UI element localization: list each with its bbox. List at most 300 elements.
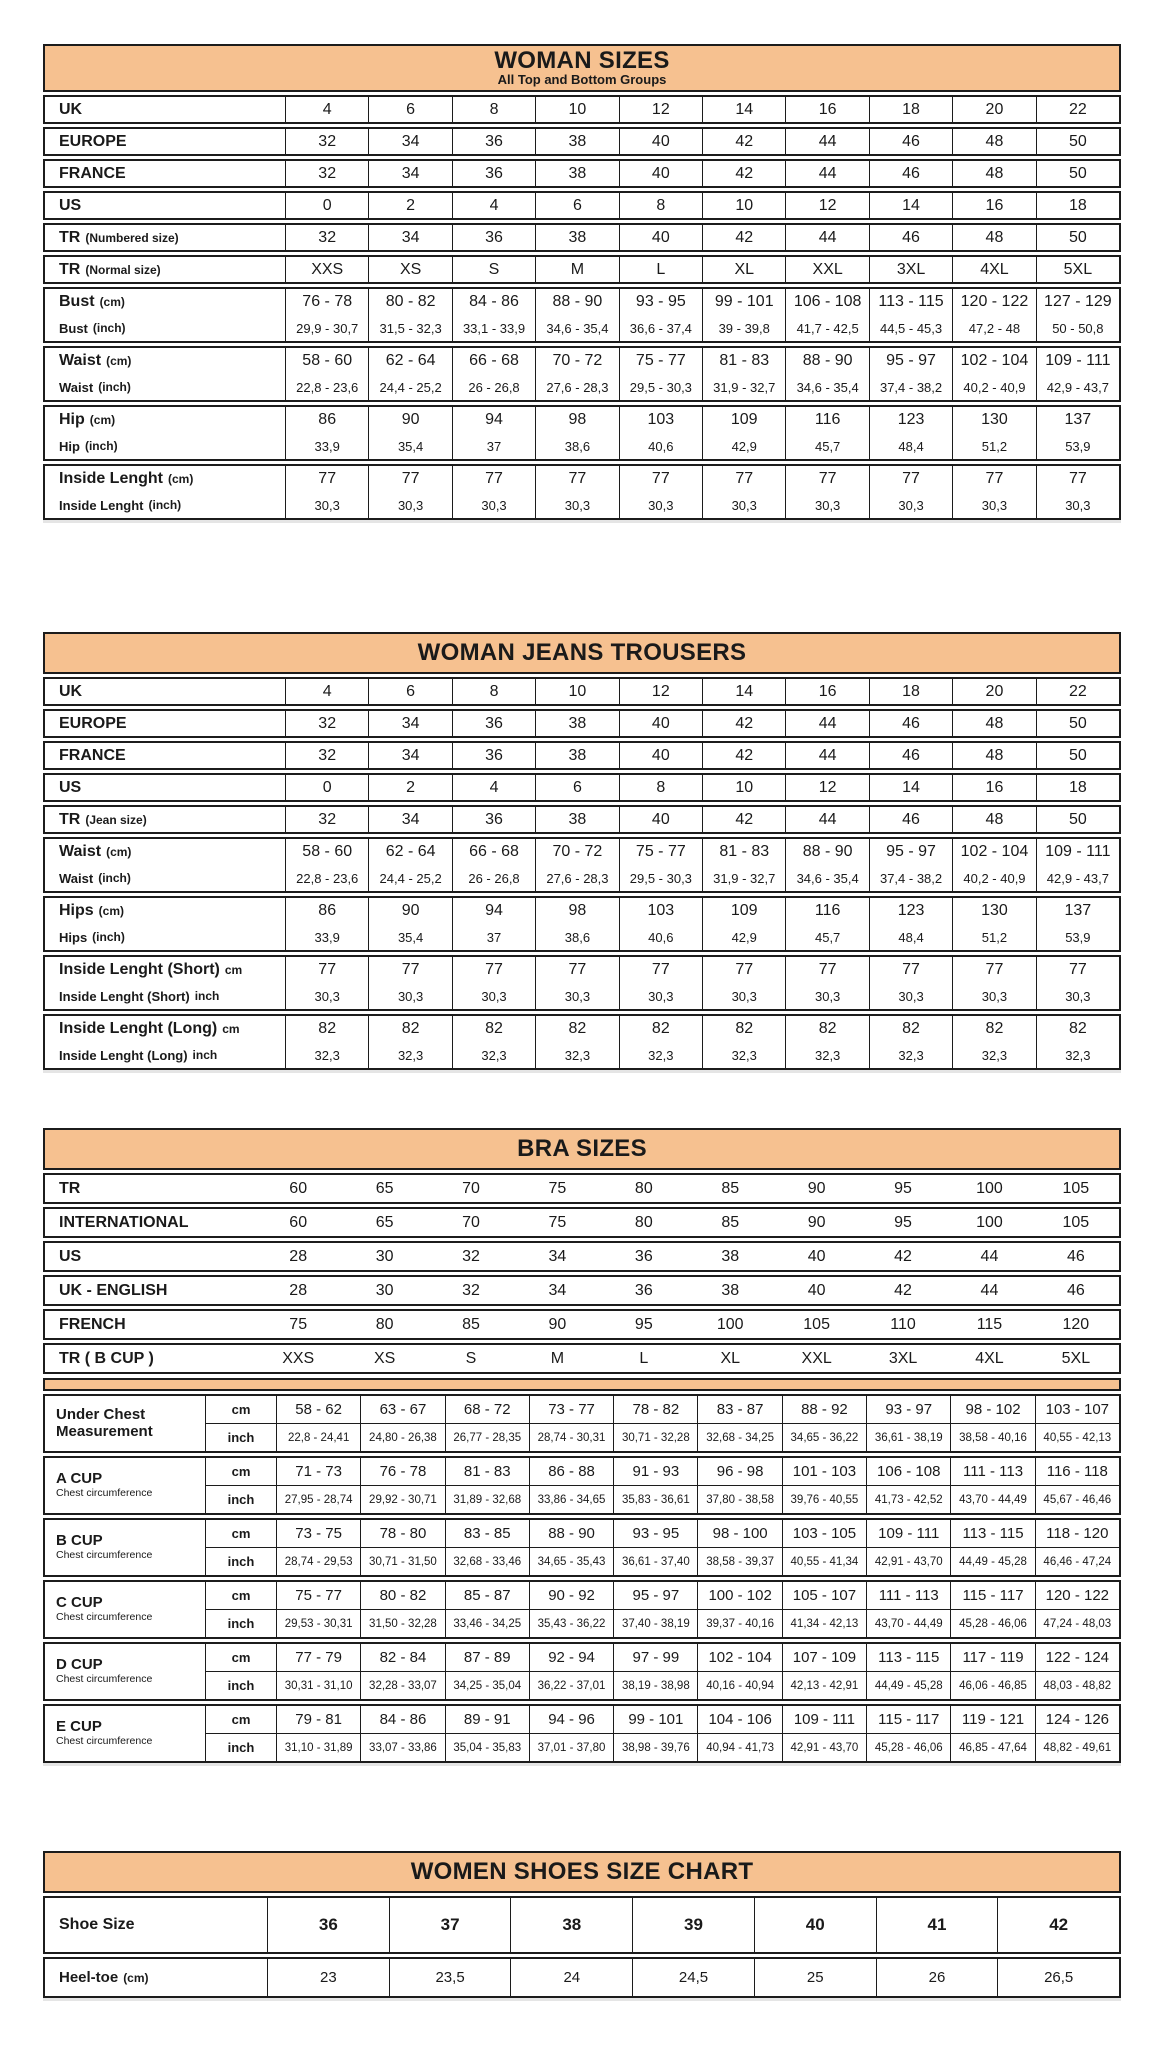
unit-label: cm — [231, 1650, 251, 1665]
row-label — [45, 374, 285, 400]
cell-value: 30,3 — [869, 492, 952, 518]
cell-value: 77 — [702, 957, 785, 983]
cell-value: 44 — [980, 1281, 999, 1299]
cell-value: 77 - 79 — [276, 1644, 360, 1671]
row-label — [45, 407, 285, 433]
cell-value: 122 - 124 — [1035, 1644, 1119, 1671]
row-label — [45, 711, 285, 736]
cell-value: 104 - 106 — [697, 1706, 781, 1733]
cell-value: 85 — [721, 1213, 740, 1231]
table-woman-sizes — [43, 44, 1121, 520]
cell-value: 38 — [535, 161, 618, 186]
cell-value: 32,68 - 34,25 — [697, 1424, 781, 1451]
cell-value: 30,31 - 31,10 — [276, 1672, 360, 1699]
table-bra-sizes — [43, 1128, 1121, 1763]
cup-group — [43, 1642, 1121, 1701]
cell-value: 33,46 - 34,25 — [445, 1610, 529, 1637]
table-row — [43, 1241, 1121, 1272]
cell-value: 42 — [702, 807, 785, 832]
cell-value: 102 - 104 — [952, 348, 1035, 374]
cell-value: 3XL — [869, 257, 952, 282]
row-label — [45, 1243, 255, 1270]
cell-value: 32,3 — [1036, 1042, 1119, 1068]
cell-value: 40,55 - 41,34 — [782, 1548, 866, 1575]
table-row — [43, 127, 1121, 156]
cell-value: 82 — [785, 1016, 868, 1042]
cell-value: 48 — [952, 161, 1035, 186]
cell-value: 44 — [785, 129, 868, 154]
cell-value: 8 — [452, 679, 535, 704]
table-title: WOMAN SIZES — [494, 47, 670, 75]
cell-value: 30,3 — [285, 492, 368, 518]
cup-line — [206, 1520, 1119, 1547]
cell-value: 105 - 107 — [782, 1582, 866, 1609]
cup-group — [43, 1580, 1121, 1639]
cell-value: 107 - 109 — [782, 1644, 866, 1671]
cell-value: 75 — [548, 1213, 567, 1231]
cell-value: 35,83 - 36,61 — [613, 1486, 697, 1513]
cell-value: 30,71 - 31,50 — [360, 1548, 444, 1575]
row-label — [45, 983, 285, 1009]
cell-value: 94 — [452, 898, 535, 924]
cell-value: 42,91 - 43,70 — [782, 1734, 866, 1761]
cell-value: 86 — [285, 407, 368, 433]
cell-value: 40,2 - 40,9 — [952, 865, 1035, 891]
cell-value: 18 — [869, 679, 952, 704]
row-label-text: UK - ENGLISH — [59, 1281, 168, 1299]
cup-group — [43, 1704, 1121, 1763]
cell-value: 18 — [869, 97, 952, 122]
divider-bar — [43, 1378, 1121, 1391]
cell-value: 46 — [1066, 1281, 1085, 1299]
table-row-pair — [43, 287, 1121, 343]
cell-value: 75 - 77 — [619, 839, 702, 865]
cell-value: 33,07 - 33,86 — [360, 1734, 444, 1761]
unit-label: inch — [227, 1492, 255, 1507]
cell-value: 44 — [785, 711, 868, 736]
cell-value: 34 — [368, 129, 451, 154]
cell-value: 40 — [754, 1898, 876, 1952]
cell-value: 87 - 89 — [445, 1644, 529, 1671]
cell-value: 4 — [452, 775, 535, 800]
cell-value: 123 — [869, 407, 952, 433]
cell-value: 12 — [785, 775, 868, 800]
cell-value: 70 — [462, 1179, 480, 1197]
cell-value: 82 — [535, 1016, 618, 1042]
cell-value: S — [452, 257, 535, 282]
table-row — [43, 255, 1121, 284]
table-row — [43, 159, 1121, 188]
cell-value: 82 - 84 — [360, 1644, 444, 1671]
cup-line — [206, 1485, 1119, 1513]
cell-value: 46 — [869, 129, 952, 154]
unit-label: inch — [227, 1554, 255, 1569]
table-row-pair — [43, 405, 1121, 461]
cell-value: 103 - 107 — [1035, 1396, 1119, 1423]
cell-value: 24,5 — [632, 1959, 754, 1996]
cell-value: L — [639, 1349, 649, 1367]
table-header — [43, 1851, 1121, 1893]
cell-value: 43,70 - 44,49 — [950, 1486, 1034, 1513]
cell-value: 36 — [634, 1281, 653, 1299]
cell-value: 46 — [869, 225, 952, 250]
cell-value: 46 — [869, 743, 952, 768]
cell-value: 103 — [619, 407, 702, 433]
cell-value: 20 — [952, 679, 1035, 704]
cell-value: 77 — [285, 957, 368, 983]
cell-value: 110 — [890, 1315, 916, 1333]
cell-value: 82 — [1036, 1016, 1119, 1042]
cell-value: 36,61 - 37,40 — [613, 1548, 697, 1575]
row-label-text: Shoe Size — [59, 1916, 135, 1933]
cell-value: 51,2 — [952, 433, 1035, 459]
row-label-text: EUROPE — [59, 132, 127, 150]
cell-value: 80 — [375, 1315, 394, 1333]
cell-value: 35,43 - 36,22 — [529, 1610, 613, 1637]
cell-value: 43,70 - 44,49 — [866, 1610, 950, 1637]
row-label-text: US — [59, 1247, 82, 1265]
cell-value: 32,3 — [452, 1042, 535, 1068]
cell-value: 4 — [285, 679, 368, 704]
cell-value: 42,9 — [702, 924, 785, 950]
cell-value: 46,46 - 47,24 — [1035, 1548, 1119, 1575]
cell-value: 26,77 - 28,35 — [445, 1424, 529, 1451]
cell-value: 81 - 83 — [702, 348, 785, 374]
cell-value: 36,6 - 37,4 — [619, 315, 702, 341]
cell-value: S — [465, 1349, 477, 1367]
pair-line — [45, 898, 1119, 924]
cell-value: 4XL — [952, 257, 1035, 282]
cell-value: 100 — [976, 1213, 1003, 1231]
row-label-text: INTERNATIONAL — [59, 1213, 189, 1231]
cup-body — [205, 1458, 1119, 1513]
cell-value: 77 — [452, 957, 535, 983]
cell-value: 90 — [368, 407, 451, 433]
cell-value: 137 — [1036, 407, 1119, 433]
cup-label — [45, 1582, 205, 1637]
cell-value: 40,6 — [619, 433, 702, 459]
cell-value: XXL — [801, 1349, 832, 1367]
cell-value: 44,49 - 45,28 — [950, 1548, 1034, 1575]
cell-value: 8 — [619, 775, 702, 800]
row-label-note: cm — [222, 1022, 240, 1036]
cell-value: 32,3 — [785, 1042, 868, 1068]
table-title: WOMEN SHOES SIZE CHART — [410, 1858, 754, 1886]
cell-value: 36 — [634, 1247, 653, 1265]
pair-line — [45, 374, 1119, 400]
cell-value: 42,9 — [702, 433, 785, 459]
cell-value: 45,28 - 46,06 — [950, 1610, 1034, 1637]
cell-value: 109 - 111 — [1036, 348, 1119, 374]
cell-value: 100 — [976, 1179, 1003, 1197]
cell-value: M — [550, 1349, 565, 1367]
cell-value: 31,9 - 32,7 — [702, 374, 785, 400]
cell-value: 48 — [952, 743, 1035, 768]
table-row-pair — [43, 1014, 1121, 1070]
cell-value: 14 — [702, 97, 785, 122]
row-label-note: inch — [192, 1048, 218, 1062]
cell-value: 58 - 60 — [285, 348, 368, 374]
cell-value: 39 - 39,8 — [702, 315, 785, 341]
cell-value: 40 — [807, 1247, 826, 1265]
cell-value: 73 - 75 — [276, 1520, 360, 1547]
cell-value: 40 — [807, 1281, 826, 1299]
cup-label — [45, 1396, 205, 1451]
cell-value: 85 - 87 — [445, 1582, 529, 1609]
cell-value: 31,9 - 32,7 — [702, 865, 785, 891]
row-label-text: US — [59, 196, 82, 214]
cell-value: 65 — [375, 1213, 394, 1231]
cell-value: 86 — [285, 898, 368, 924]
cell-value: 85 — [721, 1179, 740, 1197]
table-row — [43, 1207, 1121, 1238]
cell-value: 37,01 - 37,80 — [529, 1734, 613, 1761]
cell-value: 88 - 92 — [782, 1396, 866, 1423]
cell-value: 77 — [368, 957, 451, 983]
cup-title: B CUP — [56, 1531, 103, 1549]
cell-value: 30,3 — [619, 983, 702, 1009]
row-label-text: UK — [59, 682, 83, 700]
cell-value: 137 — [1036, 898, 1119, 924]
cell-value: 30,3 — [702, 983, 785, 1009]
cup-body — [205, 1520, 1119, 1575]
row-label — [45, 97, 285, 122]
cell-value: 77 — [952, 957, 1035, 983]
pair-line — [45, 466, 1119, 492]
unit-label: inch — [227, 1616, 255, 1631]
cell-value: 76 - 78 — [285, 289, 368, 315]
unit-label: inch — [227, 1678, 255, 1693]
cell-value: 41,34 - 42,13 — [782, 1610, 866, 1637]
cell-value: 34 — [548, 1247, 567, 1265]
cell-value: 31,89 - 32,68 — [445, 1486, 529, 1513]
cell-value: 30,3 — [285, 983, 368, 1009]
row-label-text: Hip — [59, 438, 80, 454]
cell-value: 65 — [375, 1179, 394, 1197]
cell-value: 91 - 93 — [613, 1458, 697, 1485]
cell-value: 24,4 - 25,2 — [368, 865, 451, 891]
cell-value: 75 — [548, 1179, 567, 1197]
row-label-text: Inside Lenght (Short) — [59, 961, 220, 978]
cell-value: 60 — [289, 1179, 308, 1197]
row-label-text: TR — [59, 260, 81, 278]
cell-value: 37,80 - 38,58 — [697, 1486, 781, 1513]
cell-value: 95 — [894, 1179, 912, 1197]
table-row — [43, 191, 1121, 220]
row-label — [45, 225, 285, 250]
cell-value: 16 — [952, 193, 1035, 218]
cell-value: 103 - 105 — [782, 1520, 866, 1547]
cell-value: 40,2 - 40,9 — [952, 374, 1035, 400]
cell-value: 58 - 62 — [276, 1396, 360, 1423]
cell-value: 22 — [1036, 97, 1119, 122]
cell-value: 37,4 - 38,2 — [869, 374, 952, 400]
cell-value: 23,5 — [389, 1959, 511, 1996]
cell-value: 88 - 90 — [785, 348, 868, 374]
table-title: WOMAN JEANS TROUSERS — [417, 639, 747, 667]
cell-value: 31,5 - 32,3 — [368, 315, 451, 341]
row-label — [45, 433, 285, 459]
cell-value: 98 - 100 — [697, 1520, 781, 1547]
cell-value: 50 — [1036, 129, 1119, 154]
row-label-text: US — [59, 778, 82, 796]
cell-value: 29,5 - 30,3 — [619, 374, 702, 400]
cell-value: 22,8 - 24,41 — [276, 1424, 360, 1451]
row-label — [45, 161, 285, 186]
cell-value: 32 — [285, 807, 368, 832]
cell-value: 8 — [452, 97, 535, 122]
cell-value: 27,6 - 28,3 — [535, 865, 618, 891]
cell-value: 44 — [785, 161, 868, 186]
cell-value: 32 — [462, 1247, 480, 1265]
row-label-note: (inch) — [98, 380, 131, 394]
cell-value: 36 — [452, 807, 535, 832]
cell-value: 85 — [462, 1315, 480, 1333]
cup-line — [206, 1458, 1119, 1485]
cell-value: 98 — [535, 407, 618, 433]
cell-value: 2 — [368, 775, 451, 800]
pair-line — [45, 492, 1119, 518]
row-label-text: UK — [59, 100, 83, 118]
cell-value: 77 — [702, 466, 785, 492]
cell-value: 30,3 — [1036, 492, 1119, 518]
unit-label: cm — [231, 1588, 251, 1603]
cell-value: 80 - 82 — [360, 1582, 444, 1609]
cell-value: 44 — [980, 1247, 999, 1265]
row-label — [45, 743, 285, 768]
cell-value: 116 — [785, 407, 868, 433]
cell-value: XL — [702, 257, 785, 282]
cup-body — [205, 1396, 1119, 1451]
cell-value: 90 - 92 — [529, 1582, 613, 1609]
cell-value: 66 - 68 — [452, 839, 535, 865]
cell-value: 42,9 - 43,7 — [1036, 374, 1119, 400]
cell-value: 102 - 104 — [952, 839, 1035, 865]
cell-value: 38 — [721, 1281, 740, 1299]
cell-value: 116 - 118 — [1035, 1458, 1119, 1485]
cup-title: E CUP — [56, 1717, 102, 1735]
row-label — [45, 865, 285, 891]
pair-line — [45, 957, 1119, 983]
cell-value: 93 - 95 — [613, 1520, 697, 1547]
cell-value: 78 - 80 — [360, 1520, 444, 1547]
cell-value: 40 — [619, 807, 702, 832]
cell-value: 75 - 77 — [276, 1582, 360, 1609]
cell-value: 124 - 126 — [1035, 1706, 1119, 1733]
cell-value: 94 — [452, 407, 535, 433]
cell-value: 41,7 - 42,5 — [785, 315, 868, 341]
cell-value: 95 — [634, 1315, 653, 1333]
cell-value: 95 - 97 — [869, 348, 952, 374]
table-row — [43, 677, 1121, 706]
row-label — [45, 1898, 267, 1952]
cell-value: 106 - 108 — [866, 1458, 950, 1485]
cell-value: 36,61 - 38,19 — [866, 1424, 950, 1451]
cell-value: 40 — [619, 161, 702, 186]
cell-value: 32,3 — [535, 1042, 618, 1068]
cell-value: 42 — [894, 1281, 912, 1299]
cell-value: 77 — [535, 466, 618, 492]
cell-value: 6 — [368, 679, 451, 704]
cell-value: 105 — [803, 1315, 830, 1333]
cell-value: 92 - 94 — [529, 1644, 613, 1671]
row-label — [45, 1175, 255, 1202]
cell-value: 34,25 - 35,04 — [445, 1672, 529, 1699]
cell-value: 82 — [619, 1016, 702, 1042]
cell-value: 34,6 - 35,4 — [785, 374, 868, 400]
pair-line — [45, 924, 1119, 950]
row-label-text: TR ( B CUP ) — [59, 1349, 154, 1367]
cell-value: 28 — [289, 1281, 308, 1299]
cell-value: 115 - 117 — [866, 1706, 950, 1733]
cell-value: 39,76 - 40,55 — [782, 1486, 866, 1513]
cell-value: 48 — [952, 129, 1035, 154]
cell-value: 115 - 117 — [950, 1582, 1034, 1609]
cell-value: 34,6 - 35,4 — [785, 865, 868, 891]
table-header — [43, 1128, 1121, 1170]
cell-value: 77 — [452, 466, 535, 492]
row-label — [45, 348, 285, 374]
cup-line — [206, 1582, 1119, 1609]
cell-value: 30,3 — [368, 983, 451, 1009]
table-row — [43, 709, 1121, 738]
cell-value: 26,5 — [997, 1959, 1119, 1996]
table-header — [43, 44, 1121, 92]
cell-value: 41 — [876, 1898, 998, 1952]
table-row — [43, 1309, 1121, 1340]
row-label-text: EUROPE — [59, 714, 127, 732]
row-label-text: TR — [59, 810, 81, 828]
cell-value: 106 - 108 — [785, 289, 868, 315]
cell-value: 38 — [535, 807, 618, 832]
cell-value: 36 — [452, 161, 535, 186]
cell-value: 37 — [389, 1898, 511, 1952]
cell-value: 95 — [894, 1213, 912, 1231]
cell-value: 48,4 — [869, 924, 952, 950]
cell-value: 26 - 26,8 — [452, 865, 535, 891]
cell-value: 39,37 - 40,16 — [697, 1610, 781, 1637]
cell-value: 30,71 - 32,28 — [613, 1424, 697, 1451]
cell-value: 117 - 119 — [950, 1644, 1034, 1671]
cell-value: 82 — [702, 1016, 785, 1042]
cell-value: 103 — [619, 898, 702, 924]
row-label — [45, 129, 285, 154]
cell-value: 6 — [535, 193, 618, 218]
cell-value: 50 — [1036, 161, 1119, 186]
cell-value: 34 — [548, 1281, 567, 1299]
cell-value: 32,3 — [285, 1042, 368, 1068]
cell-value: 10 — [702, 193, 785, 218]
cell-value: 115 — [976, 1315, 1003, 1333]
cell-value: 46,06 - 46,85 — [950, 1672, 1034, 1699]
cell-value: 16 — [952, 775, 1035, 800]
row-label-text: Bust — [59, 320, 88, 336]
cell-value: 18 — [1036, 193, 1119, 218]
cell-value: 28,74 - 29,53 — [276, 1548, 360, 1575]
row-label — [45, 193, 285, 218]
cell-value: 36 — [452, 129, 535, 154]
table-title: BRA SIZES — [517, 1135, 647, 1163]
cell-value: 38 — [535, 129, 618, 154]
row-label — [45, 775, 285, 800]
cell-value: 32,28 - 33,07 — [360, 1672, 444, 1699]
cell-value: 44 — [785, 807, 868, 832]
cell-value: 82 — [952, 1016, 1035, 1042]
cell-value: 40 — [619, 743, 702, 768]
table-row-pair — [43, 896, 1121, 952]
row-label-note: (inch) — [84, 439, 118, 453]
cell-value: 31,10 - 31,89 — [276, 1734, 360, 1761]
